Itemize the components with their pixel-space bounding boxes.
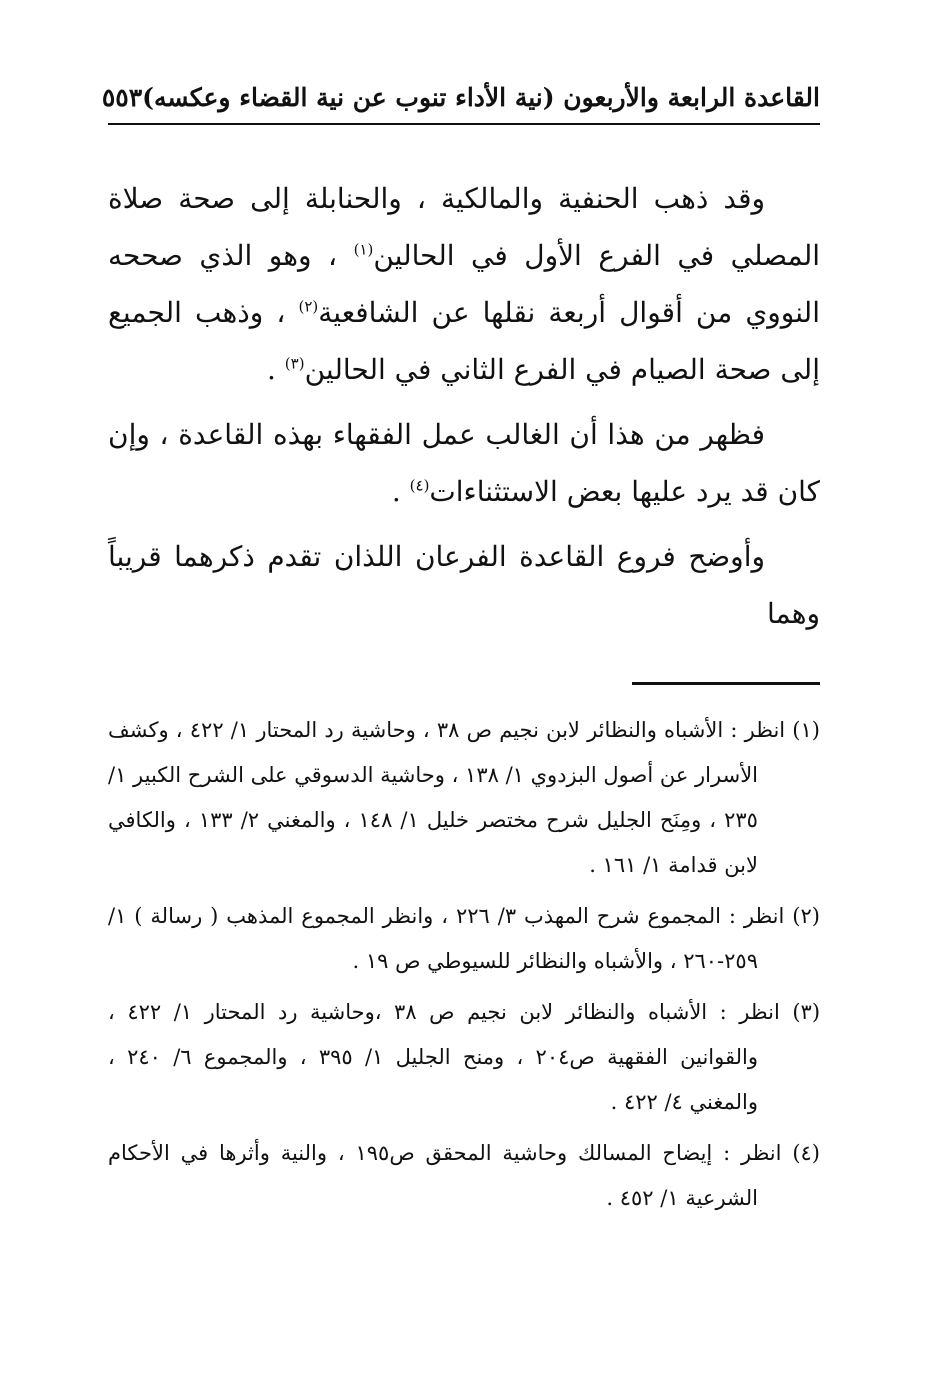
paragraph-text: وقد ذهب الحنفية والمالكية ، والحنابلة إلى صحة صلاة المصلي في الفرع الأول في الحالين (108, 182, 821, 272)
paragraph-text: فظهر من هذا أن الغالب عمل الفقهاء بهذه القاعدة ، وإن كان قد يرد عليها بعض الاستثناءات (108, 418, 820, 508)
header-title: القاعدة الرابعة والأربعون (نية الأداء تنوب عن نية القضاء وعكسه) (142, 82, 820, 112)
page-number: ٥٥٣ (101, 82, 143, 112)
footnote-ref-1[interactable]: (١) (353, 240, 374, 259)
body-text (108, 170, 820, 650)
paragraph-text: . (266, 353, 285, 386)
paragraph-2 (108, 406, 820, 520)
footnote-4: (٤) انظر : إيضاح المسالك وحاشية المحقق ص١٩٥ ، والنية وأثرها في الأحكام الشرعية ١/ ٤٥٢ . (108, 1141, 820, 1210)
paragraph-text: ، وهو الذي صححه النووي من أقوال أربعة نقلها عن الشافعية (108, 239, 820, 329)
footnote-1: (١) انظر : الأشباه والنظائر لابن نجيم ص ٣٨ ، وحاشية رد المحتار ١/ ٤٢٢ ، وكشف الأسرار عن أصول البزدوي ١/ ١٣٨ ، وحاشية الدسوقي على الشرح الكبير ١/ ٢٣٥ ، ومِنَح الجليل شرح مختصر خليل ١/ ١٤٨ ، والمغني ٢/ ١٣٣ ، والكافي لابن قدامة ١/ ١٦١ . (108, 718, 820, 877)
footnotes (108, 708, 820, 1227)
footnote-3: (٣) انظر : الأشباه والنظائر لابن نجيم ص ٣٨ ،وحاشية رد المحتار ١/ ٤٢٢ ، والقوانين الفقهية ص٢٠٤ ، ومنح الجليل ١/ ٣٩٥ ، والمجموع ٦/ ٢٤٠ ، والمغني ٤/ ٤٢٢ . (108, 1000, 821, 1114)
footnote-separator (632, 682, 820, 685)
paragraph-1 (108, 170, 820, 398)
paragraph-3 (108, 528, 820, 642)
footnote-ref-2[interactable]: (٢) (298, 297, 319, 316)
paragraph-text: . (391, 475, 410, 508)
footnote-ref-3[interactable]: (٣) (284, 354, 305, 373)
footnote-ref-4[interactable]: (٤) (409, 476, 430, 495)
footnote-2: (٢) انظر : المجموع شرح المهذب ٣/ ٢٢٦ ، وانظر المجموع المذهب ( رسالة ) ١/ ٢٥٩-٢٦٠ ، والأشباه والنظائر للسيوطي ص ١٩ . (108, 904, 820, 973)
header-rule (108, 123, 820, 125)
paragraph-text: ، وذهب الجميع إلى صحة الصيام في الفرع الثاني في الحالين (108, 296, 820, 386)
running-header (101, 72, 820, 122)
paragraph-text: وأوضح فروع القاعدة الفرعان اللذان تقدم ذكرهما قريباً وهما (108, 540, 820, 630)
